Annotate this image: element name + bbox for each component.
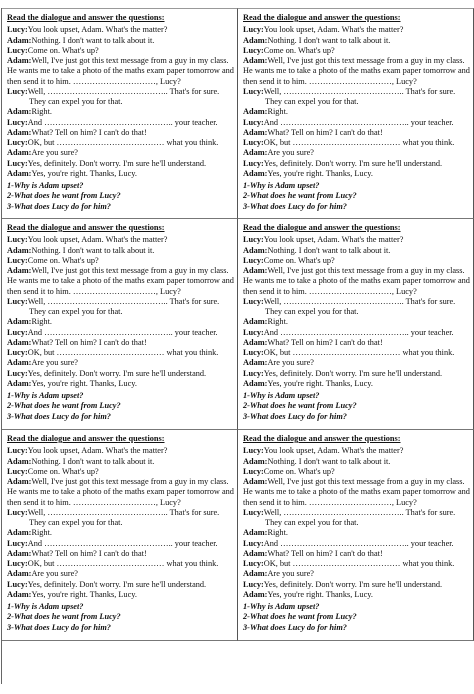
speaker-label: Adam:: [243, 266, 268, 275]
dialogue: [243, 446, 470, 600]
dialogue-text: Well, I've just got this text message from a guy in my class. He wants me to take a photo of the maths exam paper tomorrow and then send it to him. …………………………, Lucy?: [243, 266, 470, 296]
dialogue: [243, 25, 470, 179]
dialogue-line: [243, 338, 470, 348]
dialogue: [243, 235, 470, 389]
dialogue-text: Nothing. I don't want to talk about it.: [267, 245, 391, 255]
dialogue-text: Yes, you're right. Thanks, Lucy.: [31, 378, 137, 388]
dialogue-text: Yes, you're right. Thanks, Lucy.: [267, 378, 373, 388]
card-title: Read the dialogue and answer the questions:: [7, 434, 165, 443]
dialogue-text: OK, but ………………………………… what you think.: [263, 348, 455, 357]
question: 2-What does he want from Lucy?: [7, 612, 121, 622]
dialogue: [7, 446, 234, 600]
dialogue-text: Are you sure?: [267, 569, 314, 579]
dialogue-text: Right.: [31, 528, 52, 538]
questions: [7, 391, 234, 422]
speaker-label: Lucy:: [7, 86, 28, 96]
dialogue-text: Right.: [31, 107, 52, 117]
question: 1-Why is Adam upset?: [243, 181, 320, 190]
dialogue-text: Well, I've just got this text message from a guy in my class. He wants me to take a photo of the maths exam paper tomorrow and then send it to him. …………………………, Lucy?: [243, 56, 470, 86]
speaker-label: Adam:: [7, 35, 32, 45]
worksheet-card: [2, 430, 238, 641]
dialogue-text: Come on. What's up?: [263, 45, 335, 55]
speaker-label: Adam:: [243, 148, 268, 158]
dialogue-line: [7, 508, 234, 518]
dialogue-line: [7, 159, 234, 169]
dialogue-line: [243, 138, 470, 148]
dialogue-line: [243, 256, 470, 266]
dialogue-line: [243, 379, 470, 389]
dialogue-line: [243, 169, 470, 179]
worksheet-card: [238, 8, 474, 219]
dialogue-line: [7, 569, 234, 579]
speaker-label: Adam:: [243, 589, 268, 599]
speaker-label: Adam:: [7, 148, 32, 158]
dialogue-text: Come on. What's up?: [27, 45, 99, 55]
speaker-label: Lucy:: [7, 158, 28, 168]
speaker-label: Adam:: [7, 548, 32, 558]
speaker-label: Adam:: [243, 107, 268, 117]
dialogue-line: [7, 297, 234, 307]
dialogue-line: [7, 358, 234, 368]
dialogue-text: Are you sure?: [31, 569, 78, 579]
speaker-label: Adam:: [7, 337, 32, 347]
speaker-label: Lucy:: [7, 117, 28, 127]
dialogue-line: [7, 138, 234, 148]
dialogue-line: [7, 36, 234, 46]
dialogue-text: Well, I've just got this text message from a guy in my class. He wants me to take a photo of the maths exam paper tomorrow and then send it to him. …………………………, Lucy?: [7, 56, 234, 86]
dialogue-text: Nothing. I don't want to talk about it.: [31, 245, 155, 255]
question: 1-Why is Adam upset?: [243, 602, 320, 611]
speaker-label: Lucy:: [7, 559, 28, 568]
speaker-label: Lucy:: [243, 348, 264, 357]
card-title: Read the dialogue and answer the questions:: [243, 13, 401, 22]
dialogue-text: Well, I've just got this text message from a guy in my class. He wants me to take a photo of the maths exam paper tomorrow and then send it to him. …………………………, Lucy?: [7, 266, 234, 296]
dialogue-line: [7, 169, 234, 179]
dialogue-line: [7, 235, 234, 245]
dialogue-text: Right.: [267, 107, 288, 117]
speaker-label: Lucy:: [7, 138, 28, 147]
speaker-label: Lucy:: [243, 446, 264, 456]
speaker-label: Adam:: [7, 127, 32, 137]
dialogue-line: [243, 518, 470, 528]
dialogue-text: What? Tell on him? I can't do that!: [267, 337, 383, 347]
speaker-label: Lucy:: [7, 45, 28, 55]
question: 2-What does he want from Lucy?: [243, 401, 357, 411]
dialogue-line: [243, 128, 470, 138]
question: 3-What does Lucy do for him?: [7, 411, 111, 421]
speaker-label: Lucy:: [243, 507, 264, 517]
dialogue-line: [7, 446, 234, 456]
question: 3-What does Lucy do for him?: [243, 622, 347, 632]
dialogue-line: [243, 266, 470, 297]
speaker-label: Adam:: [7, 358, 32, 368]
speaker-label: Adam:: [243, 456, 268, 466]
dialogue-text: Well, …………………………………….. That's for sure.: [263, 296, 456, 306]
dialogue-text: Right.: [267, 528, 288, 538]
question: 3-What does Lucy do for him?: [7, 622, 111, 632]
dialogue-line: [7, 528, 234, 538]
dialogue-line: [243, 467, 470, 477]
question: 2-What does he want from Lucy?: [243, 191, 357, 201]
dialogue-line: [243, 307, 470, 317]
dialogue-text: Are you sure?: [31, 358, 78, 368]
dialogue-line: [7, 590, 234, 600]
dialogue-text: Nothing. I don't want to talk about it.: [31, 456, 155, 466]
dialogue-line: [7, 46, 234, 56]
dialogue-text: Come on. What's up?: [263, 466, 335, 476]
dialogue-line: [243, 549, 470, 559]
speaker-label: Adam:: [243, 35, 268, 45]
card-title: Read the dialogue and answer the questions:: [7, 223, 165, 232]
dialogue-line: [243, 297, 470, 307]
dialogue-line: [7, 118, 234, 128]
dialogue-line: [7, 539, 234, 549]
dialogue-text: What? Tell on him? I can't do that!: [267, 548, 383, 558]
dialogue-line: [7, 266, 234, 297]
dialogue-text: Come on. What's up?: [27, 466, 99, 476]
dialogue-text: Yes, definitely. Don't worry. I'm sure he'll understand.: [27, 579, 207, 589]
dialogue-text: Nothing. I don't want to talk about it.: [267, 35, 391, 45]
dialogue-text: You look upset, Adam. What's the matter?: [263, 235, 404, 245]
dialogue-text: OK, but ………………………………… what you think.: [27, 559, 219, 568]
dialogue-line: [243, 580, 470, 590]
dialogue-text: Well, …………………………………….. That's for sure.: [27, 86, 220, 96]
worksheet-card: [2, 8, 238, 219]
dialogue-text: You look upset, Adam. What's the matter?: [263, 25, 404, 35]
dialogue-text: Yes, you're right. Thanks, Lucy.: [31, 589, 137, 599]
questions: [243, 391, 470, 422]
dialogue-line: [7, 559, 234, 569]
dialogue-text: Are you sure?: [31, 148, 78, 158]
speaker-label: Adam:: [243, 477, 268, 486]
dialogue-text: They can expel you for that.: [265, 307, 359, 316]
dialogue-text: And ……………………………………….. your teacher.: [263, 538, 454, 548]
dialogue-text: Come on. What's up?: [27, 255, 99, 265]
dialogue-text: Well, …………………………………….. That's for sure.: [263, 507, 456, 517]
dialogue-text: Yes, definitely. Don't worry. I'm sure he'll understand.: [27, 368, 207, 378]
speaker-label: Lucy:: [7, 25, 28, 35]
speaker-label: Lucy:: [7, 327, 28, 337]
speaker-label: Lucy:: [7, 538, 28, 548]
speaker-label: Lucy:: [7, 466, 28, 476]
dialogue-line: [7, 457, 234, 467]
dialogue-line: [243, 87, 470, 97]
card-title: Read the dialogue and answer the questions:: [7, 13, 165, 22]
speaker-label: Adam:: [243, 528, 268, 538]
speaker-label: Adam:: [243, 245, 268, 255]
speaker-label: Lucy:: [243, 45, 264, 55]
dialogue-line: [7, 549, 234, 559]
dialogue: [7, 25, 234, 179]
speaker-label: Lucy:: [243, 117, 264, 127]
dialogue-text: Well, …………………………………….. That's for sure.: [263, 86, 456, 96]
dialogue-text: You look upset, Adam. What's the matter?: [263, 446, 404, 456]
speaker-label: Adam:: [7, 107, 32, 117]
speaker-label: Lucy:: [7, 296, 28, 306]
question: 3-What does Lucy do for him?: [7, 201, 111, 211]
dialogue-line: [243, 118, 470, 128]
speaker-label: Adam:: [7, 245, 32, 255]
speaker-label: Adam:: [7, 56, 32, 65]
dialogue-text: They can expel you for that.: [29, 307, 123, 316]
speaker-label: Lucy:: [243, 368, 264, 378]
dialogue-line: [7, 107, 234, 117]
dialogue-text: Yes, you're right. Thanks, Lucy.: [267, 168, 373, 178]
dialogue-line: [243, 328, 470, 338]
dialogue-line: [243, 36, 470, 46]
speaker-label: Adam:: [243, 569, 268, 579]
dialogue-text: Right.: [267, 317, 288, 327]
dialogue-text: Yes, you're right. Thanks, Lucy.: [267, 589, 373, 599]
speaker-label: Lucy:: [243, 25, 264, 35]
dialogue-text: And ……………………………………….. your teacher.: [263, 117, 454, 127]
dialogue-line: [243, 107, 470, 117]
dialogue-text: They can expel you for that.: [265, 97, 359, 106]
worksheet-card: [238, 219, 474, 430]
dialogue-line: [243, 590, 470, 600]
dialogue-line: [243, 235, 470, 245]
speaker-label: Adam:: [243, 127, 268, 137]
questions: [243, 181, 470, 212]
dialogue-text: They can expel you for that.: [265, 518, 359, 527]
dialogue-line: [7, 580, 234, 590]
speaker-label: Adam:: [7, 569, 32, 579]
dialogue-text: Right.: [31, 317, 52, 327]
worksheet-card: [238, 430, 474, 641]
speaker-label: Adam:: [243, 168, 268, 178]
dialogue-text: What? Tell on him? I can't do that!: [31, 337, 147, 347]
speaker-label: Lucy:: [243, 235, 264, 245]
dialogue-line: [7, 467, 234, 477]
speaker-label: Adam:: [7, 528, 32, 538]
dialogue-line: [243, 246, 470, 256]
question: 3-What does Lucy do for him?: [243, 411, 347, 421]
dialogue-text: You look upset, Adam. What's the matter?: [27, 25, 168, 35]
dialogue-text: OK, but ………………………………… what you think.: [263, 559, 455, 568]
speaker-label: Lucy:: [7, 579, 28, 589]
dialogue-text: They can expel you for that.: [29, 518, 123, 527]
speaker-label: Adam:: [243, 548, 268, 558]
worksheet-grid: [1, 8, 474, 684]
dialogue-text: Are you sure?: [267, 358, 314, 368]
question: 2-What does he want from Lucy?: [7, 401, 121, 411]
dialogue-text: Well, …………………………………….. That's for sure.: [27, 296, 220, 306]
speaker-label: Adam:: [243, 337, 268, 347]
dialogue-text: And ……………………………………….. your teacher.: [27, 117, 218, 127]
speaker-label: Lucy:: [7, 348, 28, 357]
dialogue-text: What? Tell on him? I can't do that!: [31, 548, 147, 558]
speaker-label: Lucy:: [243, 158, 264, 168]
speaker-label: Lucy:: [243, 296, 264, 306]
dialogue-line: [243, 56, 470, 87]
speaker-label: Lucy:: [7, 255, 28, 265]
speaker-label: Lucy:: [243, 86, 264, 96]
speaker-label: Lucy:: [243, 559, 264, 568]
dialogue-line: [7, 369, 234, 379]
dialogue-text: You look upset, Adam. What's the matter?: [27, 235, 168, 245]
dialogue-line: [7, 348, 234, 358]
speaker-label: Adam:: [243, 378, 268, 388]
dialogue-line: [243, 317, 470, 327]
dialogue-text: Well, …………………………………….. That's for sure.: [27, 507, 220, 517]
question: 1-Why is Adam upset?: [243, 391, 320, 400]
dialogue-text: Nothing. I don't want to talk about it.: [31, 35, 155, 45]
question: 2-What does he want from Lucy?: [243, 612, 357, 622]
dialogue-line: [243, 446, 470, 456]
questions: [243, 602, 470, 633]
speaker-label: Adam:: [243, 317, 268, 327]
dialogue-line: [7, 477, 234, 508]
dialogue-text: What? Tell on him? I can't do that!: [31, 127, 147, 137]
dialogue-line: [7, 25, 234, 35]
dialogue-line: [243, 358, 470, 368]
dialogue-line: [7, 317, 234, 327]
dialogue-line: [7, 328, 234, 338]
speaker-label: Adam:: [7, 266, 32, 275]
dialogue-text: Yes, definitely. Don't worry. I'm sure he'll understand.: [263, 368, 443, 378]
speaker-label: Lucy:: [7, 507, 28, 517]
speaker-label: Lucy:: [243, 538, 264, 548]
dialogue-line: [7, 97, 234, 107]
speaker-label: Adam:: [7, 378, 32, 388]
speaker-label: Adam:: [7, 168, 32, 178]
dialogue-text: Come on. What's up?: [263, 255, 335, 265]
dialogue-line: [7, 518, 234, 528]
speaker-label: Lucy:: [243, 327, 264, 337]
speaker-label: Lucy:: [243, 466, 264, 476]
speaker-label: Adam:: [7, 456, 32, 466]
dialogue-text: And ……………………………………….. your teacher.: [27, 538, 218, 548]
dialogue-text: And ……………………………………….. your teacher.: [263, 327, 454, 337]
speaker-label: Lucy:: [243, 138, 264, 147]
dialogue-line: [7, 379, 234, 389]
speaker-label: Adam:: [7, 317, 32, 327]
dialogue-line: [7, 307, 234, 317]
questions: [7, 181, 234, 212]
question: 1-Why is Adam upset?: [7, 181, 84, 190]
dialogue-line: [7, 56, 234, 87]
dialogue-line: [243, 159, 470, 169]
dialogue-line: [243, 148, 470, 158]
speaker-label: Lucy:: [243, 255, 264, 265]
dialogue-line: [243, 97, 470, 107]
worksheet-card: [2, 219, 238, 430]
speaker-label: Adam:: [243, 358, 268, 368]
dialogue-text: And ……………………………………….. your teacher.: [27, 327, 218, 337]
speaker-label: Lucy:: [7, 368, 28, 378]
dialogue-text: OK, but ………………………………… what you think.: [27, 348, 219, 357]
dialogue-line: [7, 338, 234, 348]
question: 1-Why is Adam upset?: [7, 391, 84, 400]
question: 1-Why is Adam upset?: [7, 602, 84, 611]
dialogue-text: Well, I've just got this text message from a guy in my class. He wants me to take a photo of the maths exam paper tomorrow and then send it to him. …………………………, Lucy?: [7, 477, 234, 507]
dialogue-text: What? Tell on him? I can't do that!: [267, 127, 383, 137]
speaker-label: Lucy:: [7, 446, 28, 456]
dialogue-text: OK, but ………………………………… what you think.: [263, 138, 455, 147]
dialogue-line: [243, 457, 470, 467]
dialogue-text: Yes, definitely. Don't worry. I'm sure he'll understand.: [263, 579, 443, 589]
speaker-label: Lucy:: [7, 235, 28, 245]
dialogue-line: [243, 369, 470, 379]
question: 3-What does Lucy do for him?: [243, 201, 347, 211]
dialogue-line: [7, 128, 234, 138]
dialogue-line: [243, 46, 470, 56]
dialogue-line: [243, 559, 470, 569]
dialogue: [7, 235, 234, 389]
dialogue-line: [243, 477, 470, 508]
speaker-label: Adam:: [7, 589, 32, 599]
dialogue-line: [243, 25, 470, 35]
dialogue-line: [7, 246, 234, 256]
speaker-label: Adam:: [7, 477, 32, 486]
speaker-label: Lucy:: [243, 579, 264, 589]
dialogue-text: Yes, definitely. Don't worry. I'm sure he'll understand.: [263, 158, 443, 168]
card-title: Read the dialogue and answer the questions:: [243, 223, 401, 232]
speaker-label: Adam:: [243, 56, 268, 65]
dialogue-line: [243, 508, 470, 518]
dialogue-line: [243, 539, 470, 549]
dialogue-text: OK, but ………………………………… what you think.: [27, 138, 219, 147]
dialogue-line: [243, 528, 470, 538]
dialogue-line: [243, 569, 470, 579]
question: 2-What does he want from Lucy?: [7, 191, 121, 201]
dialogue-line: [7, 256, 234, 266]
dialogue-text: You look upset, Adam. What's the matter?: [27, 446, 168, 456]
dialogue-line: [243, 348, 470, 358]
dialogue-text: Nothing. I don't want to talk about it.: [267, 456, 391, 466]
card-title: Read the dialogue and answer the questions:: [243, 434, 401, 443]
dialogue-line: [7, 148, 234, 158]
dialogue-text: Yes, you're right. Thanks, Lucy.: [31, 168, 137, 178]
dialogue-text: Well, I've just got this text message from a guy in my class. He wants me to take a photo of the maths exam paper tomorrow and then send it to him. …………………………, Lucy?: [243, 477, 470, 507]
dialogue-text: They can expel you for that.: [29, 97, 123, 106]
dialogue-text: Yes, definitely. Don't worry. I'm sure he'll understand.: [27, 158, 207, 168]
questions: [7, 602, 234, 633]
dialogue-line: [7, 87, 234, 97]
dialogue-text: Are you sure?: [267, 148, 314, 158]
